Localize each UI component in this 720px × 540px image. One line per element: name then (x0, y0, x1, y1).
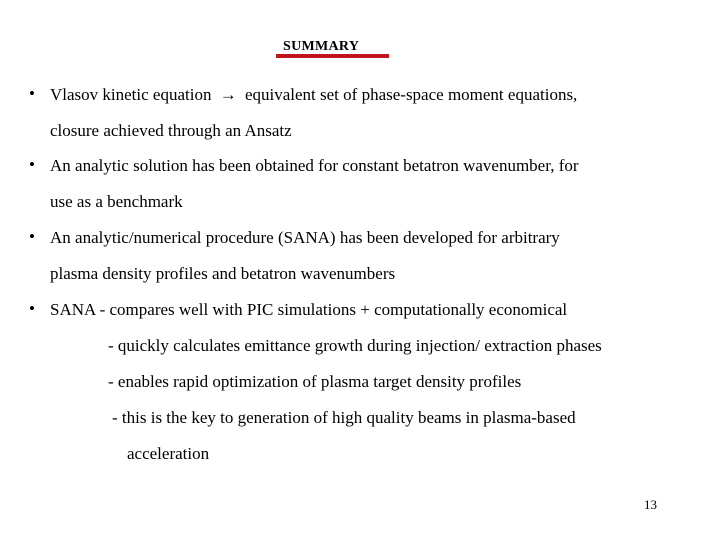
bullet-4-sub-2: - enables rapid optimization of plasma target density profiles (108, 372, 522, 391)
bullet-2-line-2: use as a benchmark (50, 192, 183, 211)
right-arrow-icon: → (219, 85, 237, 104)
slide-title: SUMMARY (283, 39, 360, 54)
bullet-3-line-2: plasma density profiles and betatron wavenumbers (50, 264, 396, 283)
bullet-marker: • (29, 84, 35, 103)
bullet-marker: • (29, 155, 35, 174)
bullet-1-text-b: equivalent set of phase-space moment equations, (244, 85, 578, 104)
bullet-1-text-a: Vlasov kinetic equation (50, 85, 212, 104)
bullet-marker: • (29, 227, 35, 246)
bullet-4-sub-1: - quickly calculates emittance growth during injection/ extraction phases (108, 336, 602, 355)
bullet-4-sub-4: acceleration (127, 444, 210, 463)
bullet-marker: • (29, 299, 35, 318)
bullet-4-line-1: SANA - compares well with PIC simulations + computationally economical (50, 300, 568, 319)
page-number: 13 (644, 497, 657, 512)
bullet-1-line-2: closure achieved through an Ansatz (50, 121, 292, 140)
bullet-4-sub-3: - this is the key to generation of high quality beams in plasma-based (112, 408, 576, 427)
title-underline (276, 54, 389, 58)
bullet-3-line-1: An analytic/numerical procedure (SANA) has been developed for arbitrary (50, 228, 560, 247)
bullet-1-line-1 (50, 85, 577, 105)
bullet-2-line-1: An analytic solution has been obtained for constant betatron wavenumber, for (50, 156, 579, 175)
